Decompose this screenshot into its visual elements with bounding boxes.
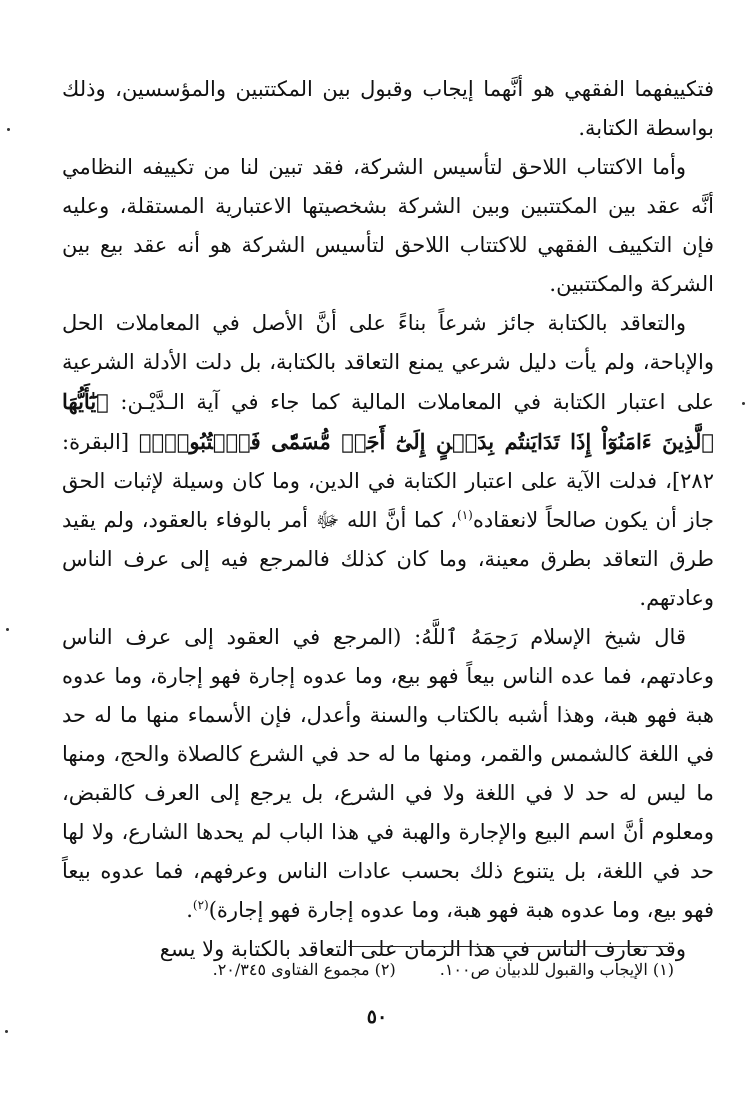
scan-mark <box>7 128 10 131</box>
scan-mark <box>6 628 9 631</box>
paragraph-3 <box>62 304 714 618</box>
paragraph-3-text-start: والتعاقد بالكتابة جائز شرعاً بناءً على أنَّ الأصل في المعاملات الحل والإباحة، ولم يأت دليل شرعي يمنع التعاقد بالكتابة، بل دلت الأدلة الشرعية على اعتبار الكتابة في المعاملات المالية كما جاء في آية الـدَّيْـن: <box>62 311 714 414</box>
paragraph-1-text: فتكييفهما الفقهي هو أنَّهما إيجاب وقبول بين المكتتبين والمؤسسين، وذلك بواسطة الكتابة. <box>62 77 714 140</box>
paragraph-1 <box>62 70 714 148</box>
main-text <box>62 70 714 969</box>
paragraph-5-text: وقد تعارف الناس في هذا الزمان على التعاقد بالكتابة ولا يسع <box>159 937 686 961</box>
paragraph-3-text-end: ، كما أنَّ الله ﷻ أمر بالوفاء بالعقود، ولم يقيد طرق التعاقد بطرق معينة، وما كان كذلك فالمرجع فيه إلى عرف الناس وعادتهم. <box>62 508 714 610</box>
footnotes <box>80 958 674 982</box>
footnote-divider <box>348 946 668 947</box>
footnote-2: (٢) مجموع الفتاوى ٢٠/٣٤٥. <box>212 960 396 979</box>
paragraph-2 <box>62 148 714 304</box>
scan-mark <box>5 1030 8 1033</box>
page-number: ٥٠ <box>366 1006 388 1028</box>
footnote-ref-1[interactable]: (١) <box>457 508 473 522</box>
paragraph-3-text-middle: [البقرة: ٢٨٢]، فدلت الآية على اعتبار الكتابة في الدين، وما كان وسيلة لإثبات الحق جاز أن يكون صالحاً لانعقاده <box>62 430 714 532</box>
footnote-1: (١) الإيجاب والقبول للدبيان ص١٠٠. <box>439 960 674 979</box>
quran-verse: ﴿يَٰٓأَيُّهَا ٱلَّذِينَ ءَامَنُوٓاْ إِذَا تَدَايَنتُم بِدَيۡنٍ إِلَىٰٓ أَجَلٖ مُّسَمّٗى فَٱكۡتُبُوهُۚ﴾ <box>62 389 714 454</box>
paragraph-4 <box>62 618 714 930</box>
footnote-ref-2[interactable]: (٢) <box>192 898 209 912</box>
scan-mark <box>742 402 745 405</box>
paragraph-4-text-end: . <box>186 898 193 922</box>
page-body <box>62 70 714 969</box>
paragraph-2-text: وأما الاكتتاب اللاحق لتأسيس الشركة، فقد تبين لنا من تكييفه النظامي أنَّه عقد بين المكتتبين وبين الشركة بشخصيتها الاعتبارية المستقلة، وعليه فإن التكييف الفقهي للاكتتاب اللاحق لتأسيس الشركة هو أنه عقد بيع بين الشركة والمكتتبين. <box>62 155 714 296</box>
paragraph-4-text: قال شيخ الإسلام رَحِمَهُ ٱللَّهُ: (المرجع في العقود إلى عرف الناس وعادتهم، فما عده الناس بيعاً فهو بيع، وما عدوه إجارة فهو إجارة، وما عدوه هبة فهو هبة، وهذا أشبه بالكتاب والسنة وأعدل، فإن الأسماء منها ما له حد في اللغة كالشمس والقمر، ومنها ما له حد في الشرع كالصلاة والحج، ومنها ما ليس له حد لا في اللغة ولا في الشرع، بل يرجع إلى العرف كالقبض، ومعلوم أنَّ اسم البيع والإجارة والهبة في هذا الباب لم يحدها الشارع، ولا لها حد في اللغة، بل يتنوع ذلك بحسب عادات الناس وعرفهم، فما عدوه بيعاً فهو بيع، وما عدوه هبة فهو هبة، وما عدوه إجارة فهو إجارة) <box>62 625 714 922</box>
